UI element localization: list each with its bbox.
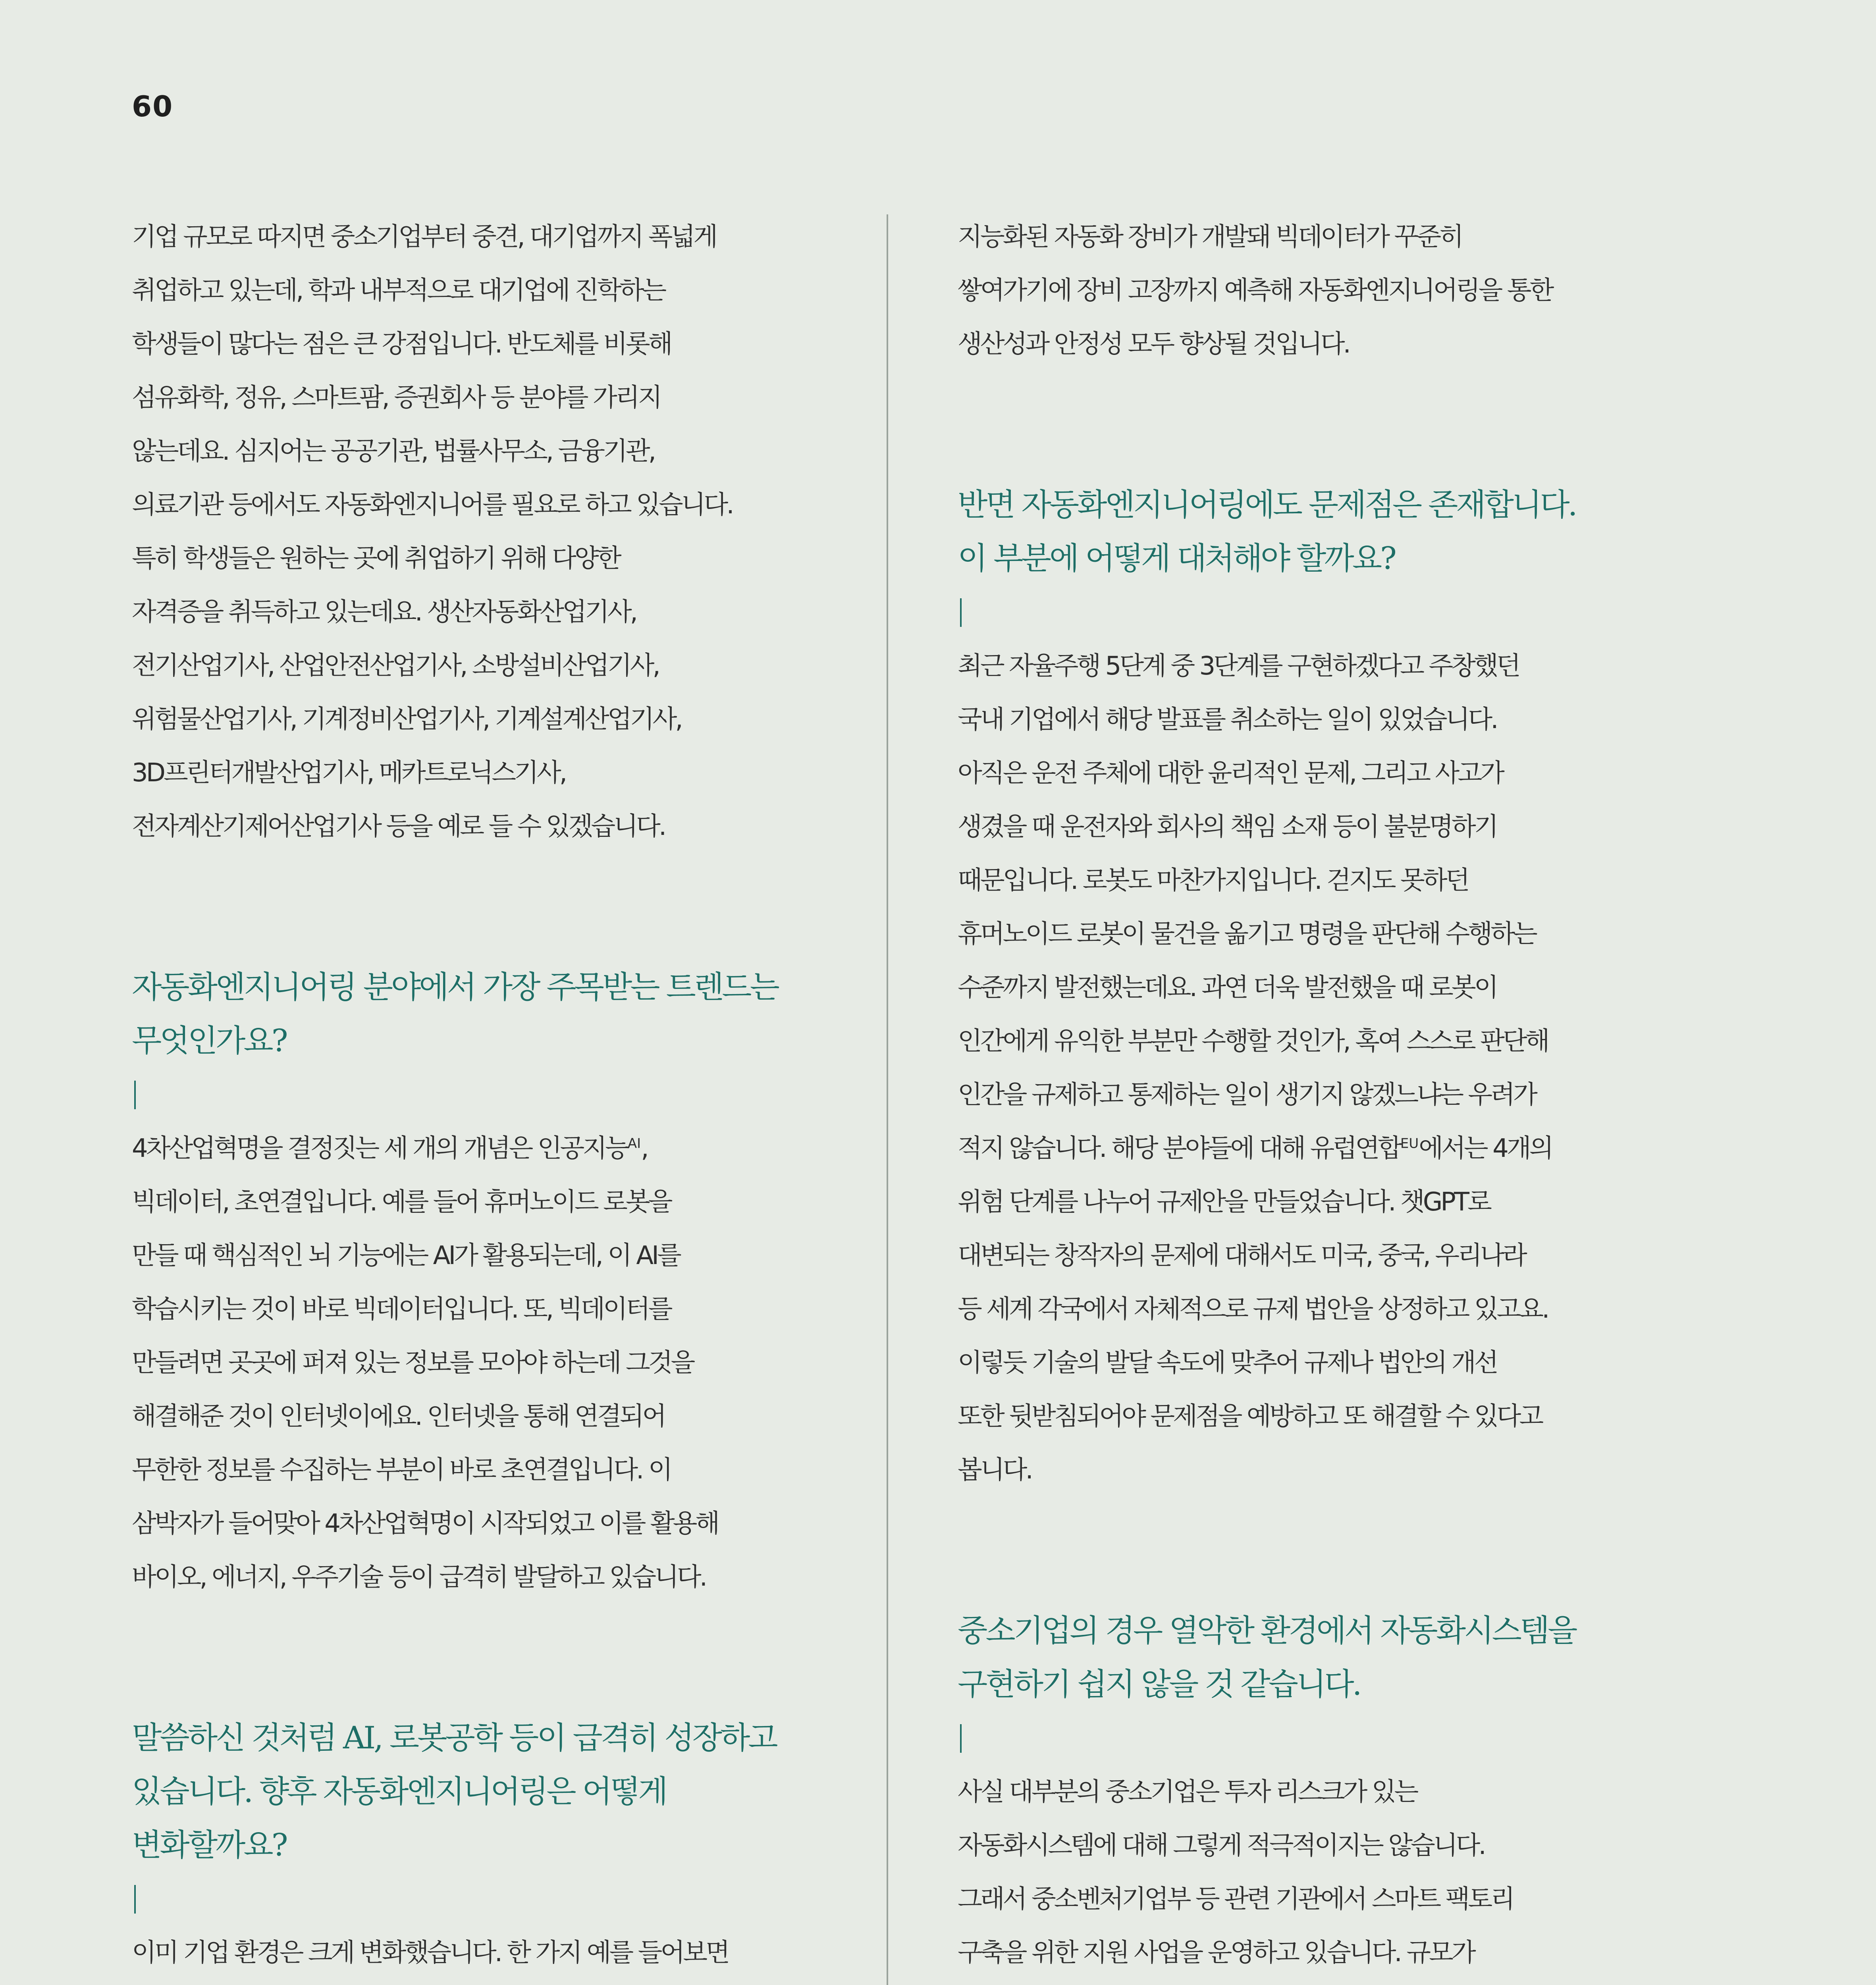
question-sme: 중소기업의 경우 열악한 환경에서 자동화시스템을 구현하기 쉽지 않을 것 같습니다.: [958, 1613, 1576, 1702]
paragraph-industry-4: [132, 1122, 839, 1604]
paragraph-continuation: 지능화된 자동화 장비가 개발돼 빅데이터가 꾸준히 쌓여가기에 장비 고장까지 예측해 자동화엔지니어링을 통한 생산성과 안정성 모두 향상될 것입니다.: [958, 222, 1552, 359]
paragraph-business-change: 이미 기업 환경은 크게 변화했습니다. 한 가지 예를 들어보면: [132, 1938, 728, 1968]
paragraph-industry-4-rest: , 빅데이터, 초연결입니다. 예를 들어 휴머노이드 로봇을 만들 때 핵심적인 뇌 기능에는 AI가 활용되는데, 이 AI를 학습시키는 것이 바로 빅데이터입니다. 또, 빅데이터를 만들려면 곳곳에 퍼져 있는 정보를 모아야 하는데 그것을 해결해준 것이 인터넷이에요. 인터넷을 통해 연결되어 무한한 정보를 수집하는 부분이 바로 초연결입니다. 이 삼박자가 들어맞아 4차산업혁명이 시작되었고 이를 활용해 바이오, 에너지, 우주기술 등이 급격히 발달하고 있습니다.: [132, 1134, 718, 1592]
paragraph-smart-factory: 사실 대부분의 중소기업은 투자 리스크가 있는 자동화시스템에 대해 그렇게 적극적이지는 않습니다. 그래서 중소벤처기업부 등 관련 기관에서 스마트 팩토리 구축을 위한 지원 사업을 운영하고 있습니다. 규모가: [958, 1777, 1514, 1968]
section-gap: [132, 1604, 839, 1711]
column-divider: [887, 214, 888, 1985]
paragraph-regulation-start: 최근 자율주행 5단계 중 3단계를 구현하겠다고 주창했던 국내 기업에서 해당 발표를 취소하는 일이 있었습니다. 아직은 운전 주체에 대한 윤리적인 문제, 그리고 사고가 생겼을 때 운전자와 회사의 책임 소재 등이 불분명하기 때문입니다. 로봇도 마찬가지입니다. 걷지도 못하던 휴머노이드 로봇이 물건을 옮기고 명령을 판단해 수행하는 수준까지 발전했는데요. 과연 더욱 발전했을 때 로봇이 인간에게 유익한 부분만 수행할 것인가, 혹여 스스로 판단해 인간을 규제하고 통제하는 일이 생기지 않겠느냐는 우려가 적지 않습니다. 해당 분야들에 대해 유럽연합: [958, 651, 1548, 1163]
paragraph-employment: 기업 규모로 따지면 중소기업부터 중견, 대기업까지 폭넓게 취업하고 있는데, 학과 내부적으로 대기업에 진학하는 학생들이 많다는 점은 큰 강점입니다. 반도체를 비롯해 섬유화학, 정유, 스마트팜, 증권회사 등 분야를 가리지 않는데요. 심지어는 공공기관, 법률사무소, 금융기관, 의료기관 등에서도 자동화엔지니어를 필요로 하고 있습니다. 특히 학생들은 원하는 곳에 취업하기 위해 다양한 자격증을 취득하고 있는데요. 생산자동화산업기사, 전기산업기사, 산업안전산업기사, 소방설비산업기사, 위험물산업기사, 기계정비산업기사, 기계설계산업기사, 3D프린터개발산업기사, 메카트로닉스기사, 전자계산기제어산업기사 등을 예로 들 수 있겠습니다.: [132, 222, 733, 841]
question-future: 말씀하신 것처럼 AI, 로봇공학 등이 급격히 성장하고 있습니다. 향후 자동화엔지니어링은 어떻게 변화할까요?: [132, 1720, 776, 1863]
paragraph-industry-4-start: 4차산업혁명을 결정짓는 세 개의 개념은 인공지능: [132, 1134, 628, 1163]
paragraph-regulation-rest: 에서는 4개의 위험 단계를 나누어 규제안을 만들었습니다. 챗GPT로 대변되는 창작자의 문제에 대해서도 미국, 중국, 우리나라 등 세계 각국에서 자체적으로 규제 법안을 상정하고 있고요. 이렇듯 기술의 발달 속도에 맞추어 규제나 법안의 개선 또한 뒷받침되어야 문제점을 예방하고 또 해결할 수 있다고 봅니다.: [958, 1134, 1552, 1485]
answer-marker: [960, 1724, 962, 1753]
answer-marker: [134, 1081, 136, 1109]
right-column: [958, 210, 1664, 1985]
question-trends: 자동화엔지니어링 분야에서 가장 주목받는 트렌드는 무엇인가요?: [132, 969, 778, 1059]
page-number: 60: [132, 90, 174, 123]
ai-superscript: AI: [627, 1135, 641, 1152]
answer-marker: [960, 598, 962, 627]
paragraph-regulation: [958, 640, 1664, 1497]
question-problems: 반면 자동화엔지니어링에도 문제점은 존재합니다. 이 부분에 어떻게 대처해야 할까요?: [958, 487, 1576, 576]
section-gap: [132, 854, 839, 961]
eu-superscript: EU: [1400, 1135, 1419, 1152]
section-gap: [958, 1497, 1664, 1604]
answer-marker: [134, 1885, 136, 1914]
left-column: [132, 210, 839, 1985]
section-gap: [958, 371, 1664, 478]
